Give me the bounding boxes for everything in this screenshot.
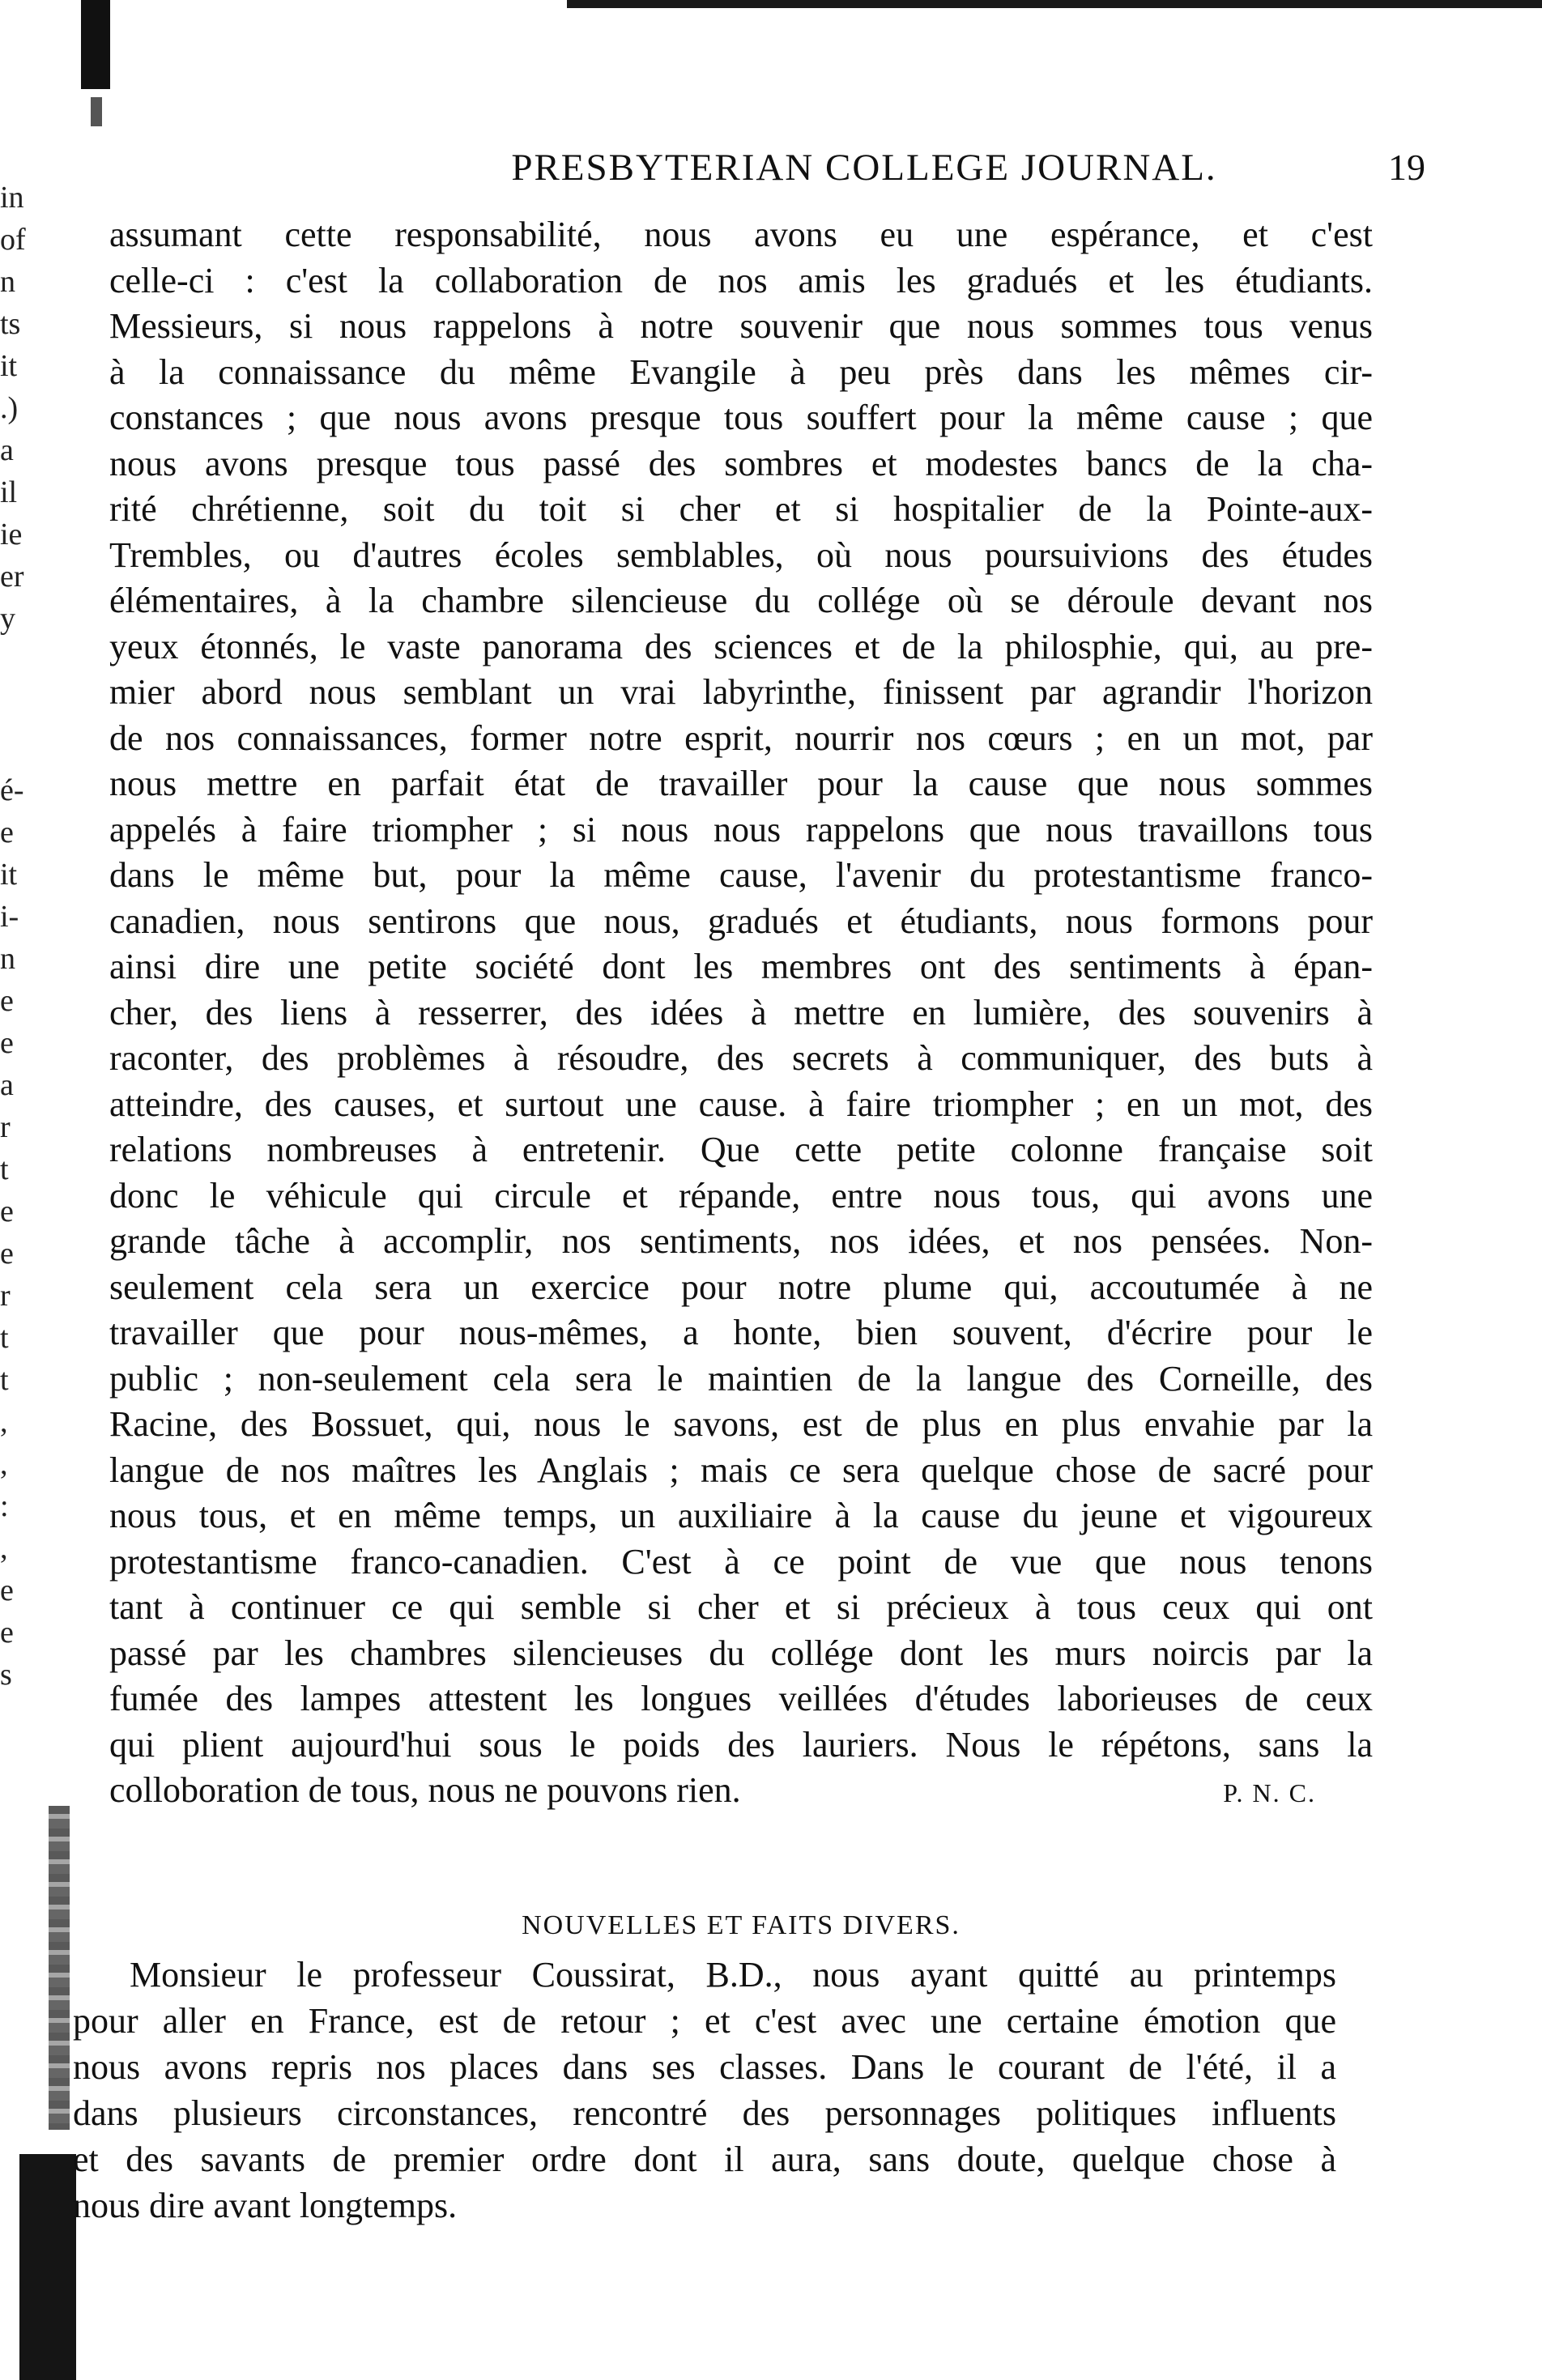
news-body (73, 1952, 1336, 2229)
margin-fragment: e (0, 815, 14, 849)
margin-fragment: a (0, 433, 14, 467)
margin-fragment: a (0, 1068, 14, 1102)
text-line: assumant cette responsabilité, nous avons eu une espérance, et c'est (109, 215, 1373, 254)
margin-fragment: e (0, 1616, 14, 1650)
page-number: 19 (1388, 147, 1425, 188)
section-heading: NOUVELLES ET FAITS DIVERS. (522, 1910, 961, 1940)
news-line: nous avons repris nos places dans ses classes. Dans le courant de l'été, il a (73, 2047, 1336, 2087)
margin-fragment: il (0, 475, 18, 509)
margin-fragment: e (0, 1237, 14, 1271)
margin-fragment: n (0, 942, 15, 976)
text-line: dans le même but, pour la même cause, l'avenir du protestantisme franco- (109, 855, 1373, 895)
text-line: grande tâche à accomplir, nos sentiments, nos idées, et nos pensées. Non- (109, 1221, 1373, 1261)
margin-fragment: ts (0, 307, 21, 341)
margin-fragment: ie (0, 517, 23, 551)
text-line: canadien, nous sentirons que nous, gradués et étudiants, nous formons pour (109, 900, 1373, 941)
text-line: de nos connaissances, former notre esprit, nourrir nos cœurs ; en un mot, par (109, 717, 1373, 758)
text-line: Racine, des Bossuet, qui, nous le savons, est de plus en plus envahie par la (109, 1404, 1373, 1444)
text-line: constances ; que nous avons presque tous souffert pour la même cause ; que (109, 398, 1373, 437)
text-line: atteindre, des causes, et surtout une cause. à faire triompher ; en un mot, des (109, 1084, 1373, 1124)
text-line: cher, des liens à resserrer, des idées à mettre en lumière, des souvenirs à (109, 992, 1373, 1032)
text-line: public ; non-seulement cela sera le maintien de la langue des Corneille, des (109, 1358, 1373, 1399)
news-line: nous dire avant longtemps. (73, 2186, 458, 2225)
binding-mark (81, 0, 110, 89)
margin-fragment: r (0, 1279, 11, 1313)
text-line: fumée des lampes attestent les longues veillées d'études laborieuses de ceux (109, 1679, 1373, 1718)
text-line: nous tous, et en même temps, un auxiliaire à la cause du jeune et vigoureux (109, 1496, 1373, 1535)
margin-fragment: é- (0, 773, 24, 807)
author-signature: P. N. C. (1223, 1778, 1316, 1807)
scan-top-edge (567, 0, 1542, 8)
margin-fragment: in (0, 181, 24, 215)
margin-fragment: n (0, 265, 15, 299)
margin-fragment: e (0, 1573, 14, 1607)
news-line: dans plusieurs circonstances, rencontré des personnages politiques influents (73, 2093, 1336, 2133)
margin-fragment: t (0, 1152, 9, 1186)
binding-speck (91, 97, 102, 126)
text-line: yeux étonnés, le vaste panorama des sciences et de la philosphie, qui, au pre- (109, 626, 1373, 666)
text-line: relations nombreuses à entretenir. Que cette petite colonne française soit (109, 1130, 1373, 1169)
previous-page-fragments (0, 177, 40, 1696)
margin-fragment: it (0, 858, 18, 892)
margin-fragment: , (0, 1447, 8, 1481)
text-line: tant à continuer ce qui semble si cher et si précieux à tous ceux qui ont (109, 1587, 1373, 1627)
text-line: qui plient aujourd'hui sous le poids des lauriers. Nous le répétons, sans la (109, 1724, 1373, 1765)
text-line: donc le véhicule qui circule et répande, entre nous tous, qui avons une (109, 1175, 1373, 1216)
text-line: langue de nos maîtres les Anglais ; mais ce sera quelque chose de sacré pour (109, 1450, 1373, 1490)
text-line: seulement cela sera un exercice pour notre plume qui, accoutumée à ne (109, 1267, 1373, 1307)
closing-sentence: colloboration de tous, nous ne pouvons rien. (109, 1770, 741, 1810)
text-line: Trembles, ou d'autres écoles semblables, où nous poursuivions des études (109, 534, 1373, 575)
margin-fragment: er (0, 560, 24, 594)
text-line: appelés à faire triompher ; si nous nous rappelons que nous travaillons tous (109, 809, 1373, 849)
text-line: à la connaissance du même Evangile à peu près dans les mêmes cir- (109, 351, 1373, 392)
news-line: et des savants de premier ordre dont il aura, sans doute, quelque chose à (73, 2139, 1336, 2179)
margin-fragment: r (0, 1110, 11, 1144)
news-line: pour aller en France, est de retour ; et c'est avec une certaine émotion que (73, 2001, 1336, 2041)
left-edge-shadow (19, 2154, 76, 2380)
text-line: élémentaires, à la chambre silencieuse du collége où se déroule devant nos (109, 581, 1373, 620)
margin-fragment: it (0, 349, 18, 383)
journal-title: PRESBYTERIAN COLLEGE JOURNAL. (511, 147, 1217, 189)
margin-fragment: e (0, 1194, 14, 1228)
text-line: Messieurs, si nous rappelons à notre souvenir que nous sommes tous venus (109, 306, 1373, 346)
text-line: raconter, des problèmes à résoudre, des secrets à communiquer, des buts à (109, 1038, 1373, 1078)
text-line: rité chrétienne, soit du toit si cher et si hospitalier de la Pointe-aux- (109, 489, 1373, 529)
article-body (109, 212, 1373, 1814)
text-line: celle-ci : c'est la collaboration de nos amis les gradués et les étudiants. (109, 260, 1373, 300)
margin-fragment: i- (0, 900, 19, 934)
margin-fragment: .) (0, 391, 19, 425)
news-line: Monsieur le professeur Coussirat, B.D., nous ayant quitté au printemps (130, 1955, 1336, 1995)
running-header (364, 146, 1425, 189)
margin-fragment: , (0, 1531, 8, 1565)
margin-fragment: e (0, 1026, 14, 1060)
margin-fragment: : (0, 1489, 9, 1523)
margin-fragment: s (0, 1658, 12, 1692)
text-line: passé par les chambres silencieuses du collége dont les murs noircis par la (109, 1633, 1373, 1673)
text-line: protestantisme franco-canadien. C'est à ce point de vue que nous tenons (109, 1541, 1373, 1582)
margin-fragment: , (0, 1405, 8, 1439)
margin-fragment: of (0, 223, 26, 257)
text-line: nous avons presque tous passé des sombres et modestes bancs de la cha- (109, 443, 1373, 483)
text-line (109, 1768, 1373, 1814)
text-line: ainsi dire une petite société dont les membres ont des sentiments à épan- (109, 947, 1373, 986)
margin-fragment: t (0, 1321, 9, 1355)
margin-fragment: t (0, 1363, 9, 1397)
margin-fragment: y (0, 602, 15, 636)
margin-fragment: e (0, 984, 14, 1018)
text-line: mier abord nous semblant un vrai labyrinthe, finissent par agrandir l'horizon (109, 672, 1373, 712)
text-line: travailler que pour nous-mêmes, a honte, bien souvent, d'écrire pour le (109, 1313, 1373, 1352)
text-line: nous mettre en parfait état de travailler pour la cause que nous sommes (109, 764, 1373, 803)
left-edge-bleed (49, 1806, 70, 2130)
